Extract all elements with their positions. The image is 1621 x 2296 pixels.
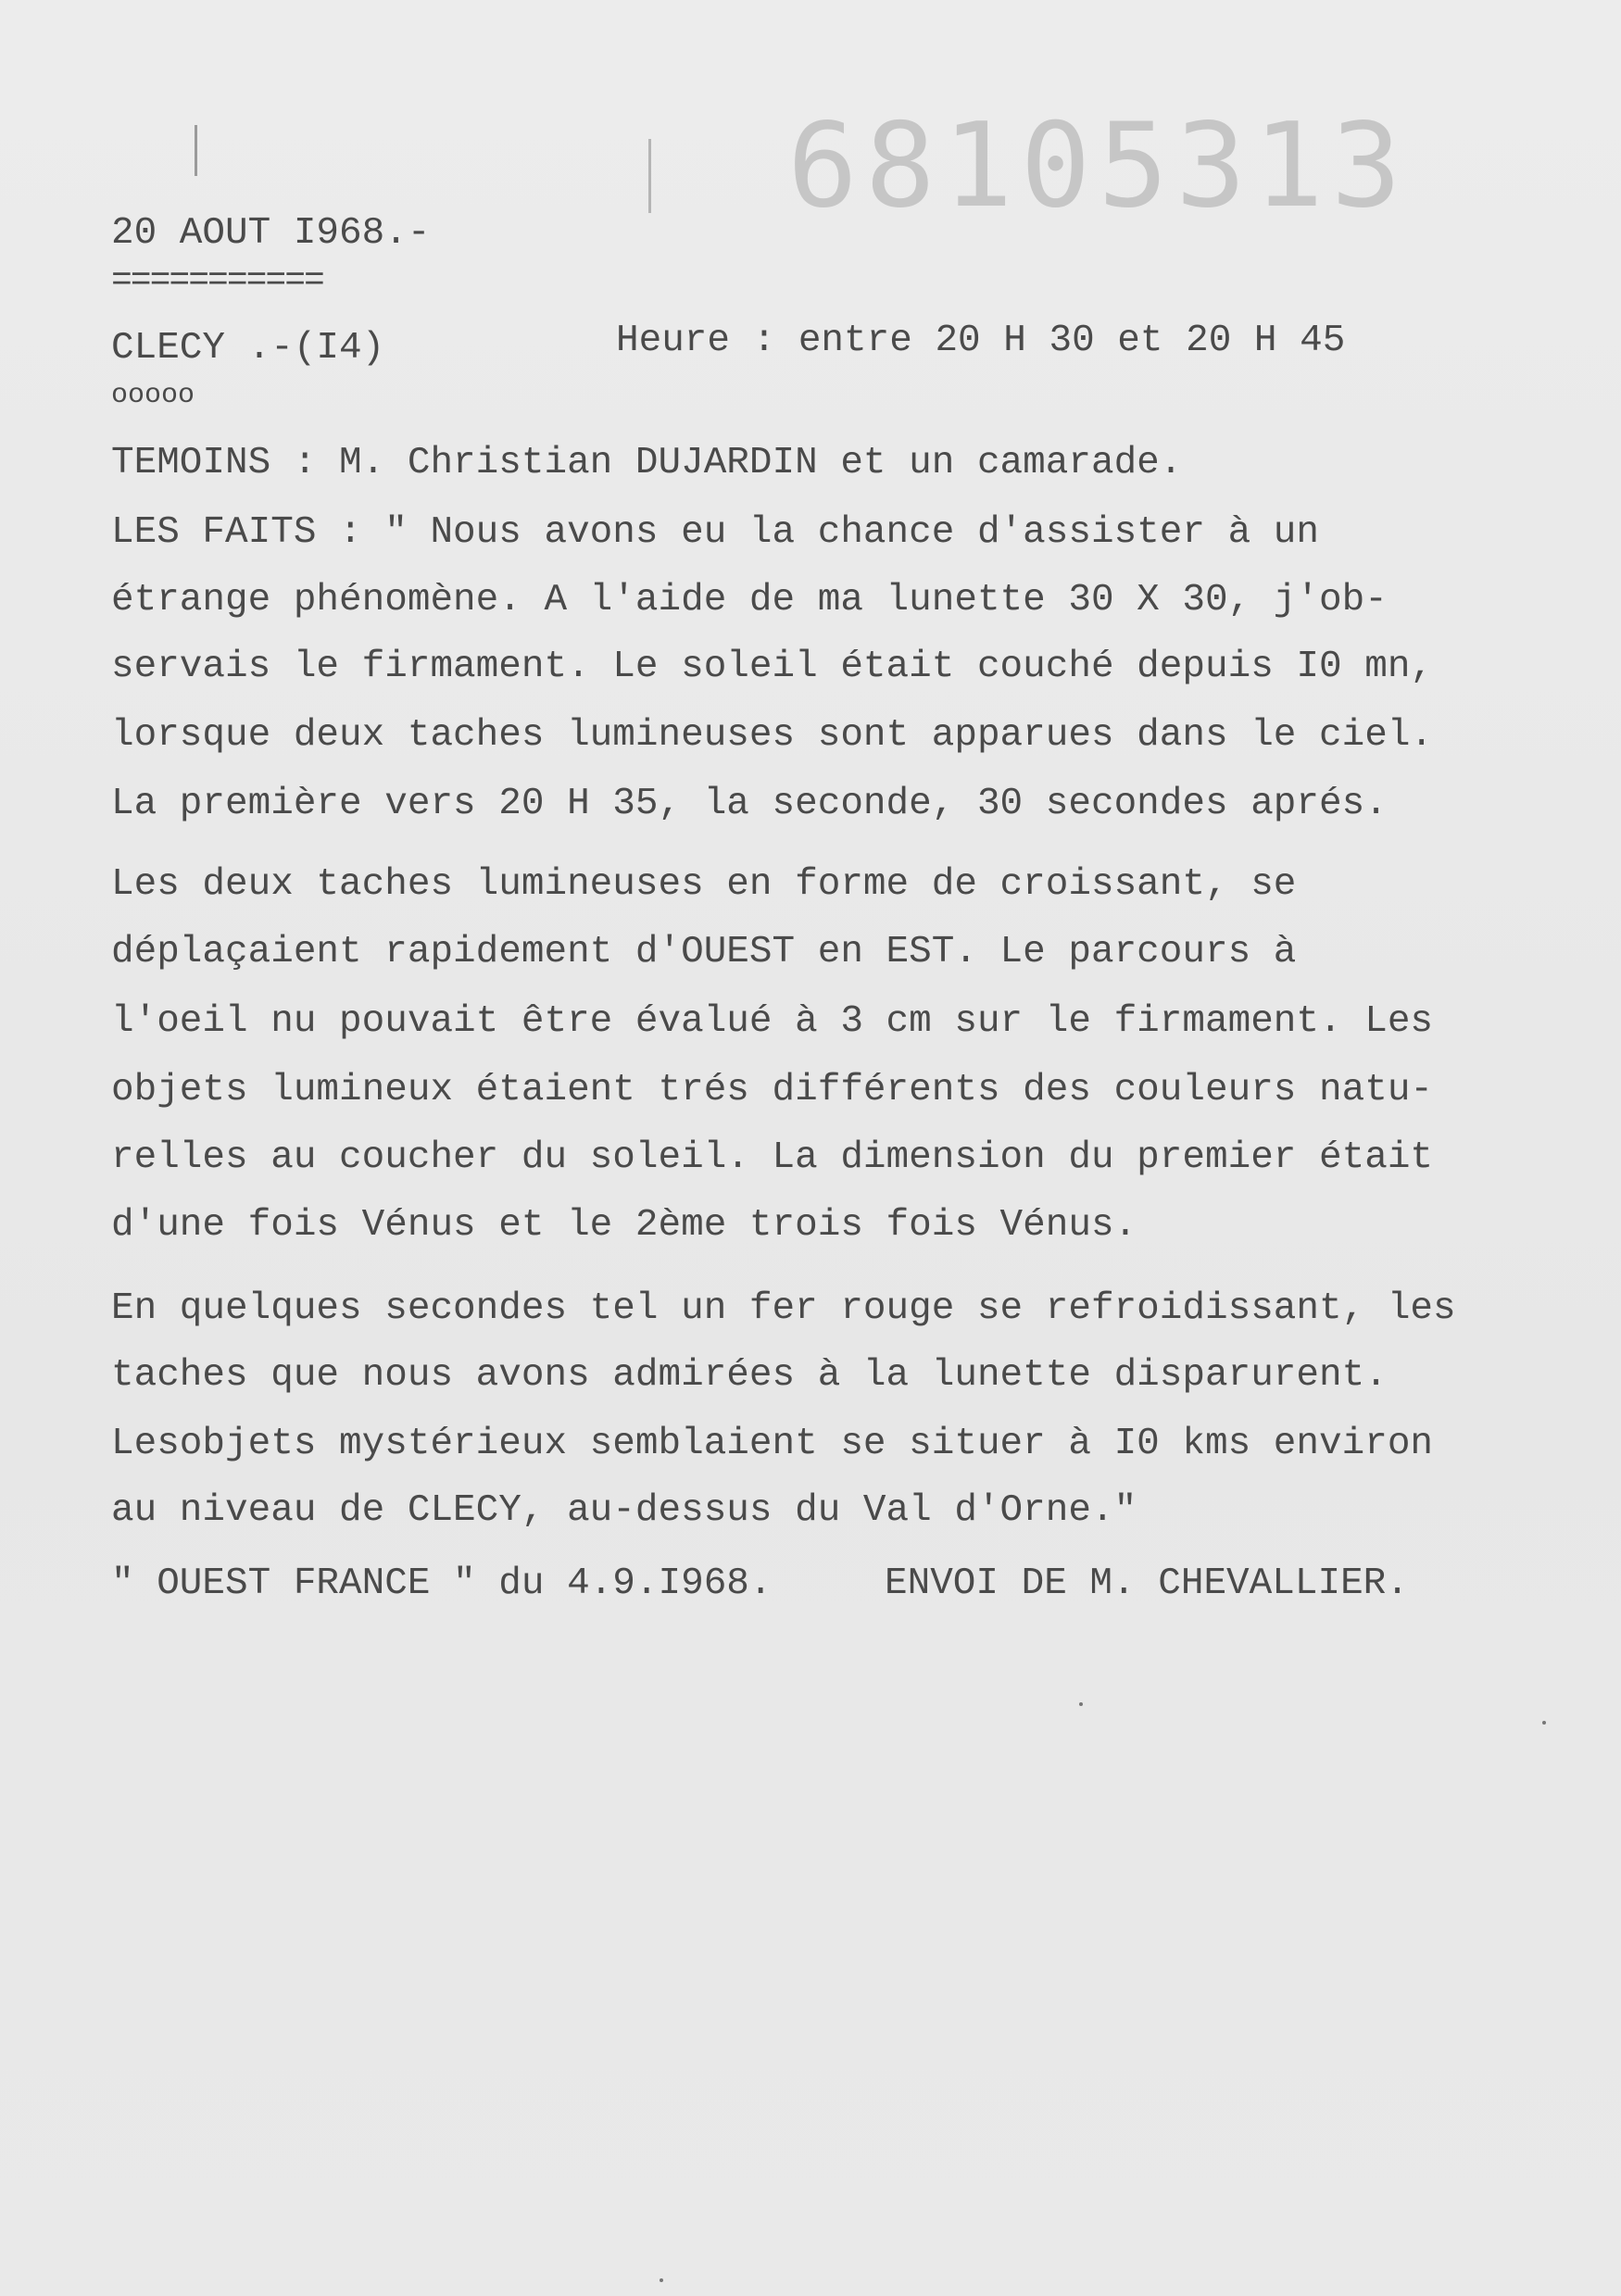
paper-speck: [1542, 1721, 1546, 1725]
body-line: étrange phénomène. A l'aide de ma lunette 30 X 30, j'ob-: [111, 579, 1388, 621]
body-line: La première vers 20 H 35, la seconde, 30 secondes aprés.: [111, 783, 1388, 825]
body-line: taches que nous avons admirées à la lunette disparurent.: [111, 1354, 1388, 1397]
body-line: l'oeil nu pouvait être évalué à 3 cm sur le firmament. Les: [111, 1000, 1434, 1043]
paper-speck: [660, 2278, 663, 2282]
archive-number-stamp: 68105313: [787, 97, 1409, 233]
report-place: CLECY .-(I4): [111, 327, 385, 370]
paper-speck: [1079, 1702, 1083, 1706]
stamp-mark: [195, 125, 197, 176]
body-line: Les deux taches lumineuses en forme de croissant, se: [111, 863, 1297, 906]
report-date: 20 AOUT I968.-: [111, 212, 431, 255]
body-line: En quelques secondes tel un fer rouge se refroidissant, les: [111, 1287, 1456, 1330]
body-line: relles au coucher du soleil. La dimension du premier était: [111, 1136, 1434, 1179]
report-time: Heure : entre 20 H 30 et 20 H 45: [616, 320, 1346, 362]
witnesses-line: TEMOINS : M. Christian DUJARDIN et un camarade.: [111, 442, 1183, 484]
body-line: servais le firmament. Le soleil était couché depuis I0 mn,: [111, 646, 1434, 688]
sender-note: ENVOI DE M. CHEVALLIER.: [885, 1562, 1409, 1605]
body-line: LES FAITS : " Nous avons eu la chance d'assister à un: [111, 511, 1320, 554]
stamp-mark: [648, 139, 651, 213]
place-underline: ooooo: [111, 380, 195, 411]
body-line: déplaçaient rapidement d'OUEST en EST. Le parcours à: [111, 931, 1297, 973]
body-line: objets lumineux étaient trés différents des couleurs natu-: [111, 1069, 1434, 1111]
body-line: d'une fois Vénus et le 2ème trois fois Vénus.: [111, 1204, 1137, 1247]
body-line: lorsque deux taches lumineuses sont apparues dans le ciel.: [111, 714, 1434, 757]
date-underline: ===========: [111, 261, 323, 301]
body-line: au niveau de CLECY, au-dessus du Val d'Orne.": [111, 1489, 1137, 1532]
source-citation: " OUEST FRANCE " du 4.9.I968.: [111, 1562, 773, 1605]
body-line: Lesobjets mystérieux semblaient se situer à I0 kms environ: [111, 1423, 1434, 1465]
